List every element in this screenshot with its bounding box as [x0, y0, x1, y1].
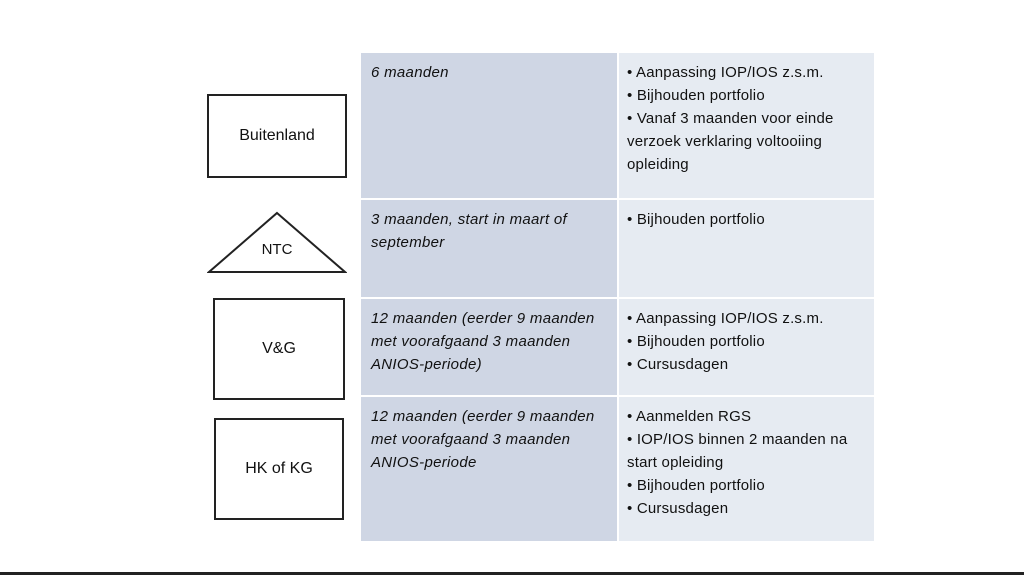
task-item: • IOP/IOS binnen 2 maanden na start opleiding	[627, 431, 848, 471]
task-list	[627, 208, 864, 231]
task-item: • Aanpassing IOP/IOS z.s.m.	[627, 310, 824, 327]
task-item: • Cursusdagen	[627, 356, 729, 373]
task-list	[627, 405, 864, 520]
stage-box-buitenland	[207, 94, 347, 178]
stage-label: V&G	[262, 340, 296, 357]
task-item: • Bijhouden portfolio	[627, 87, 765, 104]
tasks-cell	[617, 198, 874, 297]
stage-triangle-ntc	[207, 211, 347, 273]
task-item: • Cursusdagen	[627, 500, 729, 517]
tasks-cell	[617, 395, 874, 541]
duration-cell: 12 maanden (eerder 9 maanden met voorafgaand 3 maanden ANIOS-periode)	[361, 297, 617, 395]
duration-cell: 6 maanden	[361, 53, 617, 198]
task-list	[627, 61, 864, 176]
task-item: • Aanpassing IOP/IOS z.s.m.	[627, 64, 824, 81]
stage-label: HK of KG	[245, 460, 313, 477]
table-row	[361, 198, 874, 297]
stage-table	[361, 53, 874, 541]
task-item: • Bijhouden portfolio	[627, 333, 765, 350]
stage-box-vg	[213, 298, 345, 400]
stage-label: NTC	[261, 241, 293, 258]
task-item: • Bijhouden portfolio	[627, 477, 765, 494]
duration-cell: 3 maanden, start in maart of september	[361, 198, 617, 297]
task-list	[627, 307, 864, 376]
table-row	[361, 395, 874, 541]
task-item: • Bijhouden portfolio	[627, 211, 765, 228]
table-row	[361, 53, 874, 198]
stage-label: Buitenland	[239, 127, 315, 144]
task-item: • Vanaf 3 maanden voor einde verzoek verklaring voltooiing opleiding	[627, 110, 834, 173]
tasks-cell	[617, 53, 874, 198]
duration-cell: 12 maanden (eerder 9 maanden met voorafgaand 3 maanden ANIOS-periode	[361, 395, 617, 541]
table-row	[361, 297, 874, 395]
stage-box-hk-of-kg	[214, 418, 344, 520]
tasks-cell	[617, 297, 874, 395]
task-item: • Aanmelden RGS	[627, 408, 752, 425]
